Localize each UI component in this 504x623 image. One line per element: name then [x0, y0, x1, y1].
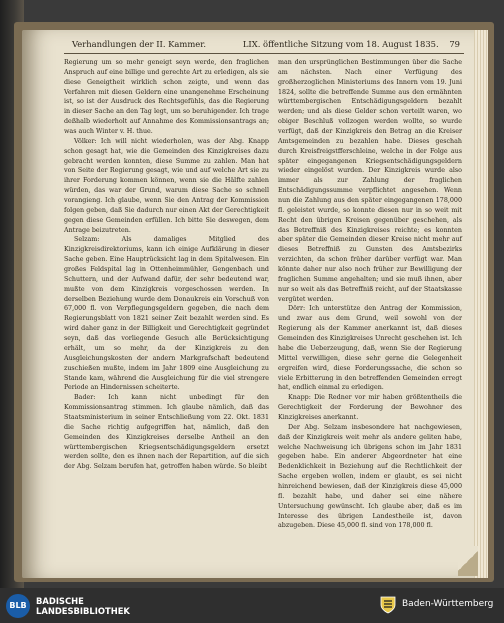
header-left: Verhandlungen der II. Kammer.	[72, 39, 206, 49]
viewer-footer	[0, 588, 504, 623]
page-fore-edge	[474, 30, 488, 578]
paragraph: Regierung um so mehr geneigt seyn werde, den fraglichen Anspruch auf eine billige und gerechte Art zu erledigen, als sie diese Geneigtheit wirklich schon zeigte, und wenn das Verfahren mit diesen Geldern eine unangenehme Erscheinung ist, so ist der Ausdruck des Rechtsgefühls, das die Regierung in dieser Sache an den Tag legt, um so beruhigender. Ich trage deßhalb wiederholt auf Annahme des Kommissionsantrags an; was auch Winter v. H. thue.	[64, 59, 269, 136]
text-column-right	[278, 58, 462, 531]
paragraph: Der Abg. Selzam insbesondere hat nachgewiesen, daß der Kinzigkreis weit mehr als andere geliten habe, welche Nachweisung ich übrigens schon im Jahr 1831 gegeben habe. Ein anderer Abgeordneter hat eine Bedenklichkeit in Beziehung auf die Rechtlichkeit der Sache ergeben wollen, indem er glaubt, es sei nicht hinreichend bewiesen, daß der Kinzigkreis diese 45,000 fl. bezahlt habe, und daher sei eine nähere Untersuchung gewünscht. Ich glaube aber, daß es im Interesse des übrigen Landestheile ist, davon abzugeben. Diese 45,000 fl. sind von 178,000 fl.	[278, 423, 462, 530]
state-coat-of-arms-icon	[380, 596, 396, 614]
page-corner	[458, 546, 478, 576]
blb-logo[interactable]: BLB	[6, 594, 30, 618]
paragraph: Knapp: Die Redner vor mir haben größtentheils die Gerechtigkeit der Forderung der Bewohner des Kinzigkreises anerkannt.	[278, 394, 462, 421]
paragraph: Völker: Ich will nicht wiederholen, was der Abg. Knapp schon gesagt hat, wie die Gemeinden des Kinzigkreises dazu gebracht werden konnten, diese Summe zu zahlen. Man hat von Seite der Regierung gesagt, wie und auf welche Art sie zu ihrer Forderung kommen können, wenn sie die Hälfte zahlen würden, das war der Grund, warum diese Sache so schnell vorangieng. Ich glaube, wenn Sie den Antrag der Kommission folgen geben, daß Sie dadurch nur einen Akt der Gerechtigkeit gegen diese Gemeinden erfüllen. Ich bitte Sie deswegen, dem Antrage beizutreten.	[64, 137, 269, 234]
header-right	[243, 39, 460, 49]
page-paper	[22, 30, 488, 578]
text-column-left	[64, 58, 269, 472]
header-rule	[64, 53, 464, 54]
paragraph: Dörr: Ich unterstütze den Antrag der Kommission, und zwar aus dem Grund, weil sowohl von der Regierung als der Kammer anerkannt ist, daß dieses Gemeinden des Kinzigkreises Unrecht geschehen ist. Ich habe die Ueberzeugung, daß, wenn Sie der Regierung Mittel verwilligen, diese sehr gerne die Gelegenheit ergreifen wird, diese Forderungssache, die schon so viele Erbitterung in den betreffenden Gemeinden erregt hat, endlich einmal zu erledigen.	[278, 305, 462, 392]
page-number: 79	[449, 39, 460, 49]
header-session: LIX. öffentliche Sitzung vom 18. August 1835.	[242, 39, 439, 49]
paragraph: Selzam: Als damaliges Mitglied des Kinzigkreisdirektoriums, kann ich einige Aufklärung in dieser Sache geben. Eine Hauptrücksicht lag in dem Spitalwesen. Ein großes Feldspital lag in Ottenheimmühler, Gengenbach und Schuttern, und der Aufwand dafür, der sehr bedeutend war, mußte von dem Kinzigkreis vorgeschossen werden. In derselben Beziehung wurde dem Donaukreis ein Vorschuß von 67,000 fl. von Verpflegungsgeldern gegeben, die nach dem Regierungsblatt von 1821 seiner Zeit bezahlt werden sind. Es wird daher ganz in der Billigkeit und Gerechtigkeit gegründet seyn, daß das vorliegende Gesuch alle Berücksichtigung erhält, um so mehr, da der Kinzigkreis zu den Ausgleichungskosten der andern Markgrafschaft bedeutend zuschießen mußte, indem im Jahr 1809 eine Ausgleichung zu Stande kam, während die Ausgleichung für die viel strengere Periode an Hindernissen scheiterte.	[64, 236, 269, 392]
paragraph: man den ursprünglichen Bestimmungen über die Sache am nächsten. Nach einer Verfügung des großherzoglichen Ministeriums des Innern vom 19. Juni 1824, sollte die betreffende Summe aus den ermähnten württembergischen Entschädigungsgeldern bezahlt werden; und als diese Gelder schon verteilt waren, wo obiger Beschluß vollzogen werden wollte, so wurde verfügt, daß der Kinzigkreis den Betrag an die Kreiser Amtsgemeinden zu bezahlen habe. Dieses geschah durch Kreisfreigstfferschleine, welche in der Folge aus später eingegangenen Kriegsentschädigungsgeldern wieder eingelöst wurden. Der Kinzigkreis wurde also immer als zur Zahlung der fraglichen Entschädigungssumme verpflichtet angesehen. Wenn nun die Zahlung aus den später eingegangenen 178,000 fl. geleistet wurde, so konnte diesen nur in so weit mit Recht den übrigen Kreisen gegenüber geschehen, als das Betreffniß des Kinzigkreises reichte; es konnten aber später die Gemeinden dieser Kreise nicht mehr auf dieses Betreffniß zu Gunsten des Amtsbezirks verzichten, da schon früher darüber verfügt war. Man könnte daher nur also noch früher zur Bewilligung der fraglichen Summe angehalten; und sie muß ihnen, aber nur so weit als das Betreffniß reicht, auf der Staatskasse vergütet werden.	[278, 59, 462, 303]
library-name-line1: BADISCHE	[36, 596, 84, 606]
state-name[interactable]: Baden-Württemberg	[402, 599, 494, 609]
paragraph: Bader: Ich kann nicht unbedingt für den Kommissionsantrag stimmen. Ich glaube nämlich, daß das Staatsministerium in seiner Entschließung vom 22. Okt. 1831 die Sache richtig aufgegriffen hat, nämlich, daß den Gemeinden des Kinzigkreises derselbe Antheil an den württembergischen Kriegsentschädigungsgeldern ersetzt werden sollte, den es ihnen nach der Repartition, auf die sich der Abg. Selzam berufen hat, getroffen haben würde. So bleibt	[64, 394, 269, 471]
library-name-line2: LANDESBIBLIOTHEK	[36, 606, 130, 616]
library-name[interactable]	[36, 596, 130, 616]
